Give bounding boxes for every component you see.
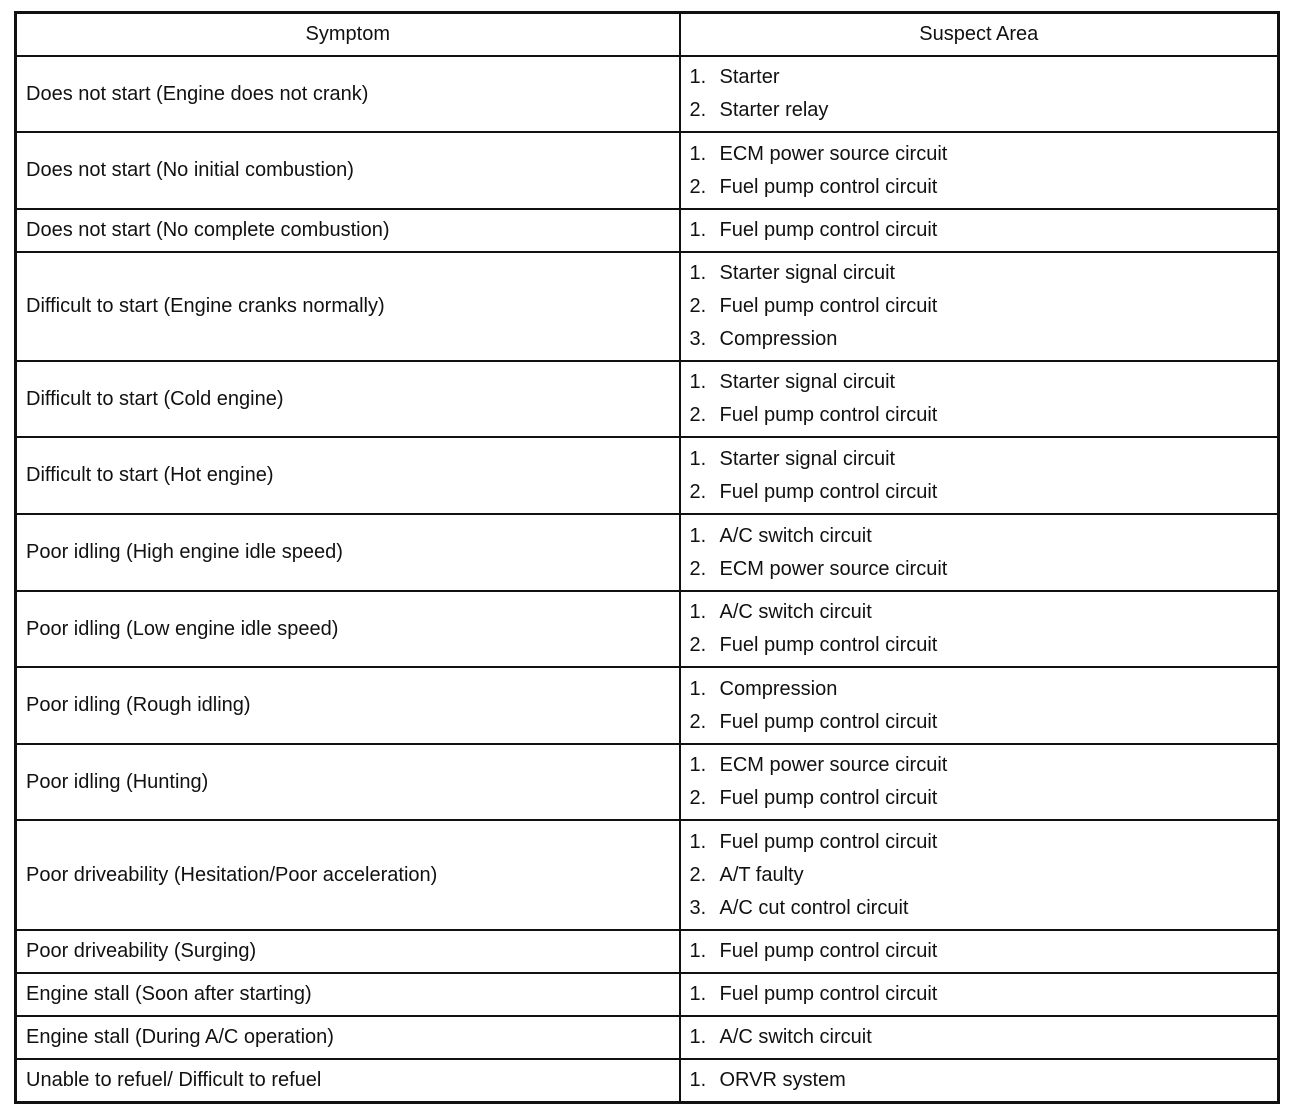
suspect-area-item xyxy=(690,1021,1278,1054)
suspect-area-item xyxy=(690,214,1278,247)
suspect-area-item xyxy=(690,629,1278,662)
item-number: 3. xyxy=(689,328,707,350)
item-number: 1. xyxy=(689,219,707,241)
table-row xyxy=(16,514,1279,591)
item-text: Fuel pump control circuit xyxy=(719,175,938,198)
item-number: 2. xyxy=(689,175,707,198)
item-number: 2. xyxy=(689,99,707,121)
suspect-area-item xyxy=(690,826,1278,859)
table-row xyxy=(16,437,1279,514)
symptom-cell: Poor idling (High engine idle speed) xyxy=(16,514,680,591)
item-number: 1. xyxy=(689,983,707,1005)
suspect-area-cell xyxy=(680,744,1279,820)
suspect-area-cell xyxy=(680,361,1279,437)
table-row xyxy=(16,930,1279,973)
suspect-area-cell xyxy=(680,667,1279,744)
item-text: Fuel pump control circuit xyxy=(719,787,938,809)
item-number: 1. xyxy=(689,677,707,700)
item-text: Starter xyxy=(719,66,780,88)
item-number: 2. xyxy=(689,863,707,886)
item-text: Compression xyxy=(719,328,838,350)
suspect-area-cell xyxy=(680,930,1279,973)
suspect-area-item xyxy=(690,935,1278,968)
suspect-area-column-header: Suspect Area xyxy=(680,13,1279,57)
item-number: 1. xyxy=(689,142,707,165)
item-text: Compression xyxy=(719,677,838,700)
suspect-area-item xyxy=(690,399,1278,432)
suspect-area-cell xyxy=(680,514,1279,591)
item-text: Fuel pump control circuit xyxy=(719,219,938,241)
suspect-area-cell xyxy=(680,56,1279,132)
suspect-area-item xyxy=(690,366,1278,399)
symptom-cell: Poor idling (Low engine idle speed) xyxy=(16,591,680,667)
suspect-area-item xyxy=(690,978,1278,1011)
item-number: 1. xyxy=(689,940,707,962)
suspect-area-cell xyxy=(680,820,1279,930)
symptom-cell: Difficult to start (Engine cranks normally) xyxy=(16,252,680,361)
item-number: 2. xyxy=(689,787,707,809)
suspect-area-cell xyxy=(680,1016,1279,1059)
table-row xyxy=(16,56,1279,132)
symptom-cell: Poor idling (Hunting) xyxy=(16,744,680,820)
table-row xyxy=(16,973,1279,1016)
item-number: 1. xyxy=(689,830,707,853)
item-number: 1. xyxy=(689,66,707,88)
symptom-column-header: Symptom xyxy=(16,13,680,57)
suspect-area-item xyxy=(690,323,1278,356)
symptom-cell: Does not start (No complete combustion) xyxy=(16,209,680,252)
item-number: 2. xyxy=(689,557,707,580)
suspect-area-item xyxy=(690,257,1278,290)
suspect-area-item xyxy=(690,443,1278,476)
item-text: Fuel pump control circuit xyxy=(719,940,938,962)
item-text: Starter signal circuit xyxy=(719,262,896,284)
table-row xyxy=(16,361,1279,437)
item-number: 1. xyxy=(689,1026,707,1048)
item-text: Starter signal circuit xyxy=(719,447,896,470)
table-body xyxy=(16,56,1279,1103)
symptom-cell: Poor driveability (Surging) xyxy=(16,930,680,973)
item-text: A/C switch circuit xyxy=(719,1026,872,1048)
item-text: ECM power source circuit xyxy=(719,557,948,580)
item-text: A/T faulty xyxy=(719,863,804,886)
item-text: A/C cut control circuit xyxy=(719,896,909,919)
suspect-area-item xyxy=(690,749,1278,782)
suspect-area-item xyxy=(690,290,1278,323)
item-text: A/C switch circuit xyxy=(719,524,872,547)
suspect-area-item xyxy=(690,520,1278,553)
item-text: Fuel pump control circuit xyxy=(719,295,938,317)
item-text: Starter signal circuit xyxy=(719,371,896,393)
symptom-table xyxy=(14,11,1280,1104)
item-number: 2. xyxy=(689,404,707,426)
suspect-area-item xyxy=(690,94,1278,127)
symptom-cell: Difficult to start (Cold engine) xyxy=(16,361,680,437)
item-text: Fuel pump control circuit xyxy=(719,983,938,1005)
item-text: A/C switch circuit xyxy=(719,601,872,623)
suspect-area-item xyxy=(690,859,1278,892)
item-text: ORVR system xyxy=(719,1069,846,1091)
suspect-area-cell xyxy=(680,252,1279,361)
suspect-area-cell xyxy=(680,132,1279,209)
table-row xyxy=(16,820,1279,930)
suspect-area-cell xyxy=(680,209,1279,252)
suspect-area-item xyxy=(690,782,1278,815)
suspect-area-item xyxy=(690,1064,1278,1097)
symptom-cell: Engine stall (Soon after starting) xyxy=(16,973,680,1016)
table-row xyxy=(16,1059,1279,1103)
suspect-area-item xyxy=(690,673,1278,706)
suspect-area-item xyxy=(690,138,1278,171)
suspect-area-item xyxy=(690,706,1278,739)
suspect-area-item xyxy=(690,476,1278,509)
item-number: 2. xyxy=(689,710,707,733)
symptom-cell: Does not start (Engine does not crank) xyxy=(16,56,680,132)
suspect-area-cell xyxy=(680,437,1279,514)
suspect-area-cell xyxy=(680,1059,1279,1103)
item-number: 1. xyxy=(689,371,707,393)
item-number: 1. xyxy=(689,754,707,776)
suspect-area-item xyxy=(690,892,1278,925)
item-text: Fuel pump control circuit xyxy=(719,480,938,503)
suspect-area-item xyxy=(690,553,1278,586)
table-row xyxy=(16,591,1279,667)
item-number: 2. xyxy=(689,480,707,503)
symptom-cell: Difficult to start (Hot engine) xyxy=(16,437,680,514)
item-number: 1. xyxy=(689,447,707,470)
item-text: ECM power source circuit xyxy=(719,754,948,776)
item-number: 1. xyxy=(689,262,707,284)
table-header-row xyxy=(16,13,1279,57)
item-text: Fuel pump control circuit xyxy=(719,404,938,426)
table-row xyxy=(16,667,1279,744)
item-number: 1. xyxy=(689,1069,707,1091)
suspect-area-cell xyxy=(680,973,1279,1016)
table-row xyxy=(16,252,1279,361)
table-row xyxy=(16,1016,1279,1059)
table-row xyxy=(16,209,1279,252)
item-number: 2. xyxy=(689,634,707,656)
table-row xyxy=(16,744,1279,820)
item-number: 2. xyxy=(689,295,707,317)
symptom-cell: Poor idling (Rough idling) xyxy=(16,667,680,744)
suspect-area-item xyxy=(690,171,1278,204)
symptom-cell: Poor driveability (Hesitation/Poor acceleration) xyxy=(16,820,680,930)
suspect-area-item xyxy=(690,596,1278,629)
suspect-area-item xyxy=(690,61,1278,94)
item-text: Fuel pump control circuit xyxy=(719,830,938,853)
item-number: 1. xyxy=(689,601,707,623)
item-text: ECM power source circuit xyxy=(719,142,948,165)
symptom-cell: Unable to refuel/ Difficult to refuel xyxy=(16,1059,680,1103)
symptom-cell: Engine stall (During A/C operation) xyxy=(16,1016,680,1059)
item-number: 1. xyxy=(689,524,707,547)
table-row xyxy=(16,132,1279,209)
item-text: Fuel pump control circuit xyxy=(719,710,938,733)
symptom-cell: Does not start (No initial combustion) xyxy=(16,132,680,209)
item-number: 3. xyxy=(689,896,707,919)
item-text: Starter relay xyxy=(719,99,829,121)
suspect-area-cell xyxy=(680,591,1279,667)
item-text: Fuel pump control circuit xyxy=(719,634,938,656)
